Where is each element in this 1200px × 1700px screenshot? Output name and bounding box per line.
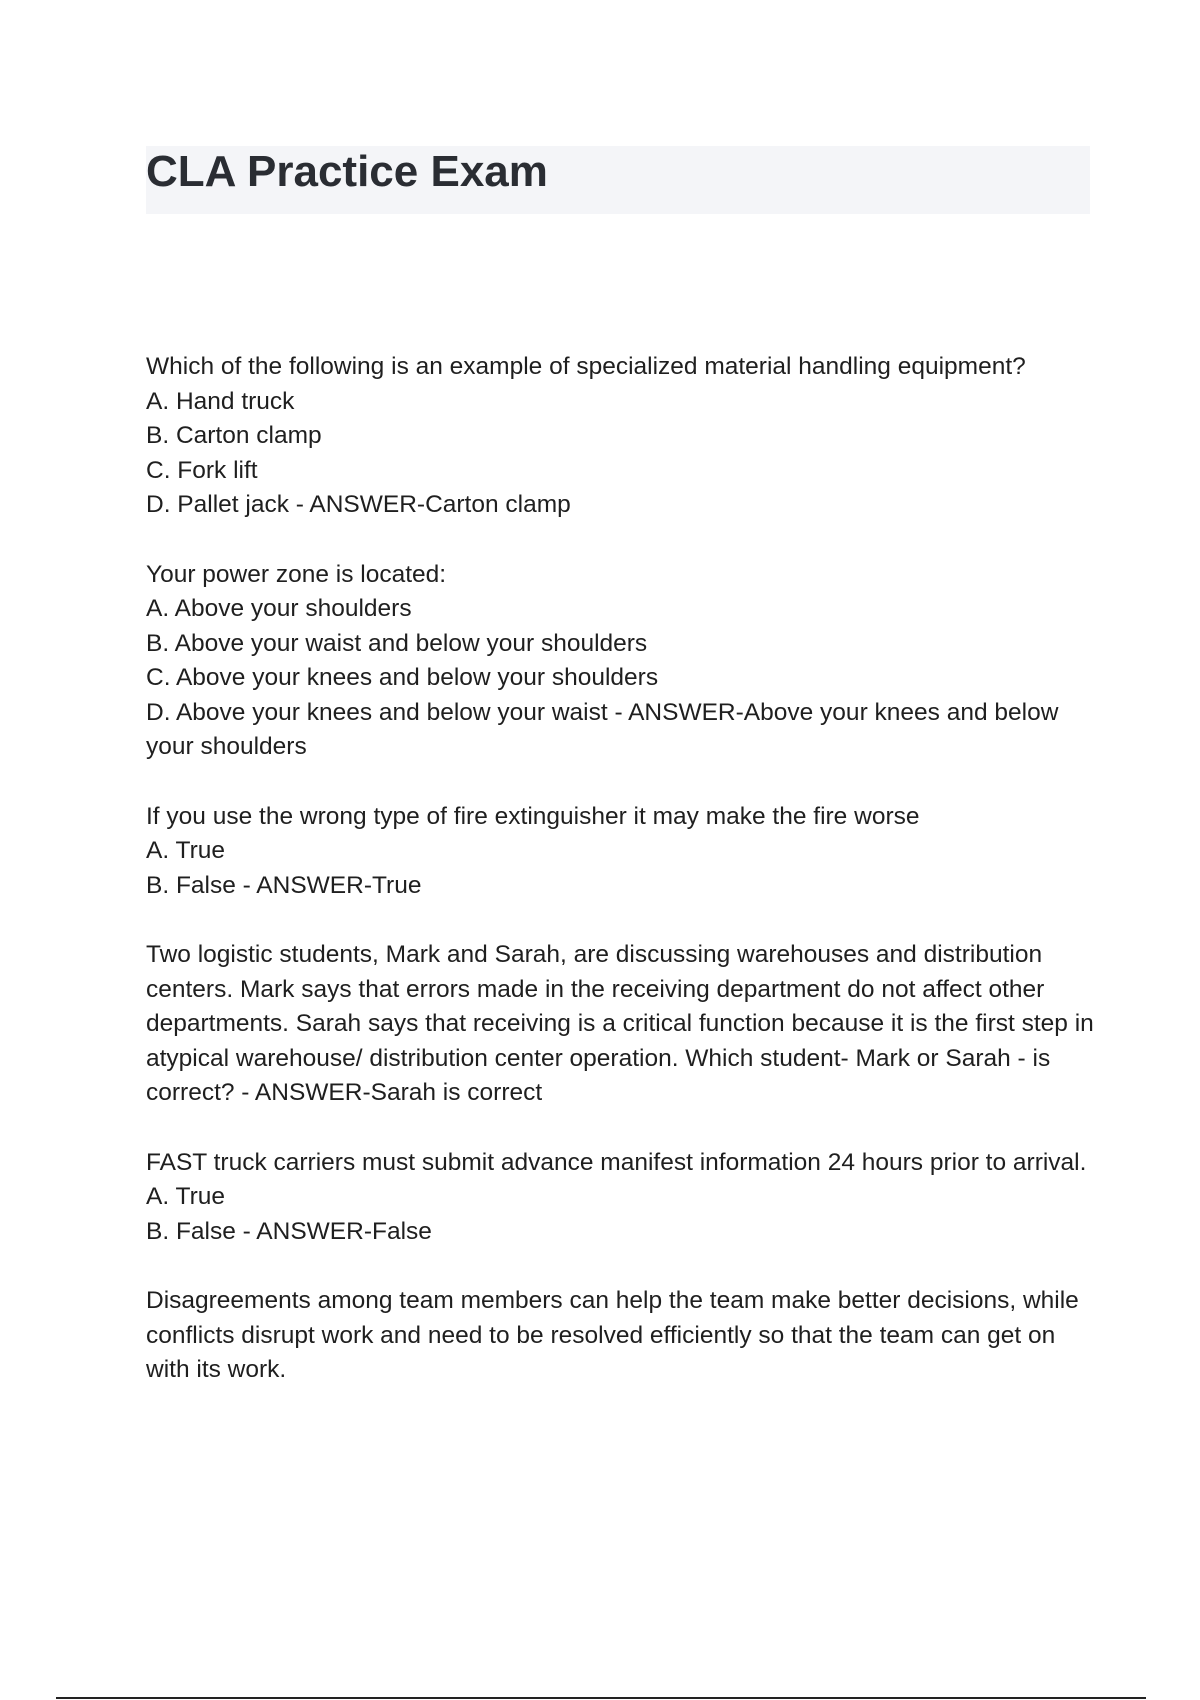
page-bottom-rule	[56, 1697, 1146, 1699]
question-text-with-answer: Two logistic students, Mark and Sarah, are discussing warehouses and distribution centers. Mark says that errors made in the receiving department do not affect other departments. Sarah says that receiving is a critical function because it is the first step in atypical warehouse/ distribution center operation. Which student- Mark or Sarah - is correct? - ANSWER-Sarah is correct	[146, 941, 1094, 1106]
answer-option: C. Fork lift	[146, 456, 258, 484]
question-block	[146, 1284, 1096, 1388]
answer-option-with-answer: B. False - ANSWER-False	[146, 1217, 432, 1245]
question-text: Which of the following is an example of specialized material handling equipment?	[146, 353, 1026, 380]
question-block	[146, 938, 1096, 1111]
question-block	[146, 350, 1096, 523]
question-text: Disagreements among team members can help the team make better decisions, while conflicts disrupt work and need to be resolved efficiently so that the team can get on with its work.	[146, 1287, 1079, 1383]
page-title: CLA Practice Exam	[146, 147, 548, 196]
question-list	[146, 350, 1096, 1423]
answer-option-with-answer: D. Above your knees and below your waist - ANSWER-Above your knees and below your shoulders	[146, 698, 1059, 760]
question-block	[146, 1146, 1096, 1250]
answer-option: B. Carton clamp	[146, 422, 322, 449]
answer-option: A. True	[146, 1183, 225, 1210]
answer-option-with-answer: D. Pallet jack - ANSWER-Carton clamp	[146, 491, 571, 518]
answer-option: A. Above your shoulders	[146, 595, 412, 622]
question-text: Your power zone is located:	[146, 560, 447, 588]
question-block	[146, 800, 1096, 904]
answer-option: A. True	[146, 837, 225, 864]
answer-option: B. Above your waist and below your shoulders	[146, 629, 648, 657]
answer-option: A. Hand truck	[146, 387, 295, 415]
question-text: If you use the wrong type of fire extinguisher it may make the fire worse	[146, 802, 920, 830]
answer-option: C. Above your knees and below your shoulders	[146, 664, 659, 691]
question-block	[146, 558, 1096, 765]
answer-option-with-answer: B. False - ANSWER-True	[146, 871, 422, 899]
question-text: FAST truck carriers must submit advance manifest information 24 hours prior to arrival.	[146, 1148, 1087, 1176]
